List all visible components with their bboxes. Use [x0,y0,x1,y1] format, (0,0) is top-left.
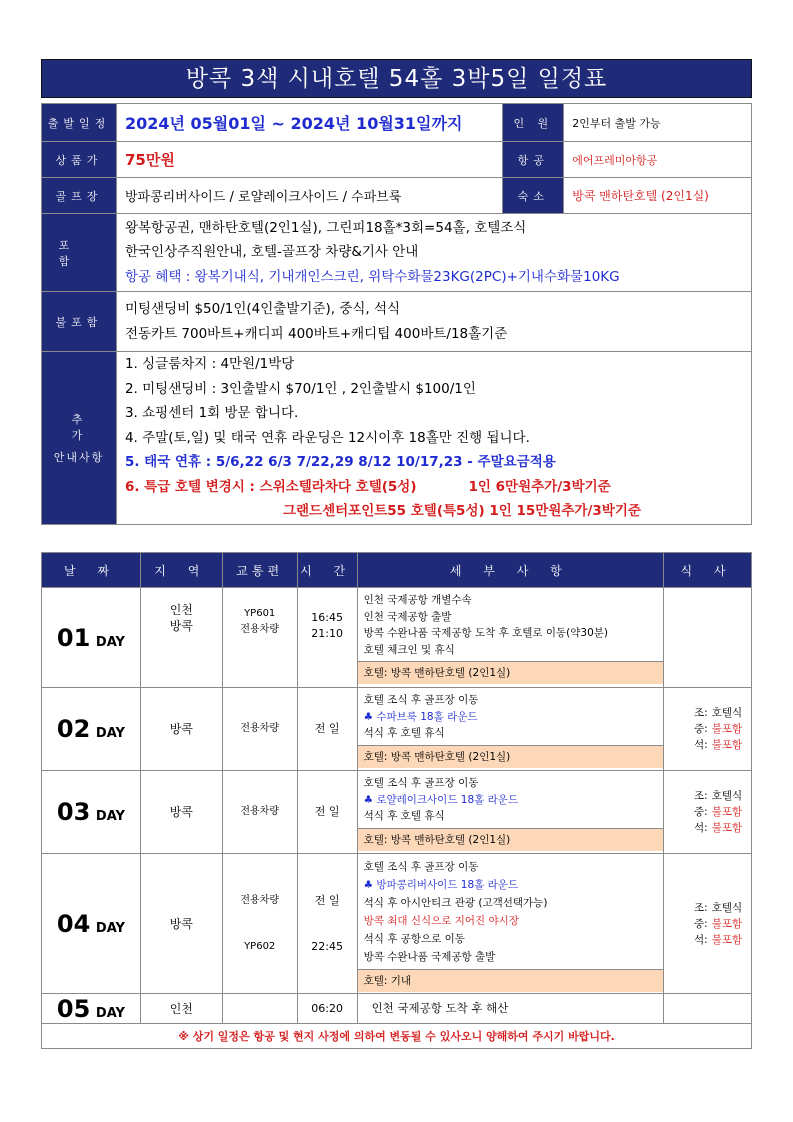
include-lines [116,214,751,292]
stay-value: 방콕 맨하탄호텔 (2인1실) [564,178,752,214]
meal-key: 조: [694,707,708,719]
time-cell [297,771,357,854]
schedule-body [42,588,752,1024]
detail-line: 호텔 조식 후 골프장 이동 [363,777,479,789]
transport: 전용차량 [240,806,279,817]
detail-line: 인천 국제공항 출발 [363,610,452,623]
meal-line [694,804,751,820]
day-number: 05 [56,994,91,1023]
meal-value: 불포함 [711,739,743,751]
include-line: 항공 혜택 : 왕복기내식, 기내개인스크린, 위탁수화물23KG(2PC)+기내수화물10KG [124,268,620,285]
detail-line: ♣ 수파브룩 18홀 라운드 [363,710,478,723]
transport-cell [222,588,297,688]
meal-value: 불포함 [711,723,743,735]
region-cell [140,588,222,688]
meal-key: 석: [694,822,708,834]
col-time: 시 간 [297,553,357,588]
transport: 전용차량 [240,723,279,734]
extra-line: 4. 주말(토,일) 및 태국 연휴 라운딩은 12시이후 18홀만 진행 됩니다. [124,429,530,446]
extra-line: 1. 싱글룸차지 : 4만원/1박당 [124,356,295,372]
time-cell [297,854,357,994]
details-cell [357,588,663,688]
extra-lines [116,352,751,525]
meal-line [694,788,751,804]
day-cell [42,854,141,994]
meal-cell [664,854,752,994]
time: 22:45 [311,939,343,953]
detail-line: 방콕 수완나품 국제공항 출발 [363,951,496,963]
meal-line [694,916,751,932]
region: 방콕 [169,619,193,633]
air-value: 에어프레미아항공 [564,142,752,178]
region-cell [140,688,222,771]
detail-line: 호텔 조식 후 골프장 이동 [363,861,479,873]
exclude-line: 전동카트 700바트+캐디피 400바트+캐디팁 400바트/18홀기준 [124,325,508,342]
day-number: 01 [56,623,91,652]
air-label: 항공 [503,142,564,178]
meal-value: 불포함 [711,822,743,834]
region-cell [140,854,222,994]
meal-key: 석: [694,739,708,751]
region: 방콕 [169,805,193,819]
detail-line: 석식 후 호텔 휴식 [363,727,445,739]
depart-label: 출발일정 [42,104,117,142]
extra-line-6b: 그랜드센터포인트55 호텔(특5성) 1인 15만원추가/3박기준 [282,503,641,519]
meal-key: 조: [694,901,708,914]
golf-label: 골프장 [42,178,117,214]
meal-line [694,737,751,753]
transport-cell [222,688,297,771]
extra-line-6 [125,475,751,500]
hotel-row: 호텔: 방콕 맨하탄호텔 (2인1실) [358,745,663,768]
day-cell [42,588,141,688]
extra-label-line2: 안내사항 [53,450,105,464]
day-number: 04 [56,909,91,938]
detail-line: 인천 국제공항 개별수속 [363,594,472,606]
extra-line: 5. 태국 연휴 : 5/6,22 6/3 7/22,29 8/12 10/17,23 - 주말요금적용 [124,454,556,470]
day-suffix: DAY [95,920,125,936]
transport-cell [222,771,297,854]
details-cell [357,994,663,1024]
stay-label: 숙소 [503,178,564,214]
extra-6-price: 1인 6만원추가/3박기준 [468,478,611,495]
meal-value: 호텔식 [711,901,743,914]
meal-line [694,820,751,836]
col-details: 세 부 사 항 [357,553,663,588]
price-value: 75만원 [116,142,502,178]
people-label: 인 원 [503,104,564,142]
transport: YP602 [244,940,276,952]
meal-value: 불포함 [711,933,743,946]
region: 방콕 [169,916,193,931]
meal-key: 중: [694,723,708,735]
time: 전 일 [314,805,340,818]
transport-cell [222,994,297,1024]
detail-line: ♣ 로얄레이크사이드 18홀 라운드 [363,793,519,806]
golf-value: 방파콩리버사이드 / 로얄레이크사이드 / 수파브룩 [116,178,502,214]
time: 전 일 [314,893,340,907]
meal-cell [664,588,752,688]
time: 21:10 [311,627,343,640]
day-suffix: DAY [95,1005,125,1021]
transport: 전용차량 [240,624,279,635]
details-cell [357,771,663,854]
meal-value: 불포함 [711,806,743,818]
price-label: 상품가 [42,142,117,178]
day-suffix: DAY [95,726,125,741]
region-cell [140,771,222,854]
region: 방콕 [169,722,193,736]
schedule-row [42,771,752,854]
details-cell [357,854,663,994]
day-cell [42,688,141,771]
transport: YP601 [244,608,276,619]
time: 06:20 [311,1001,343,1015]
hotel-row: 호텔: 방콕 맨하탄호텔 (2인1실) [358,828,663,851]
meal-line [694,721,751,737]
extra-label-line1: 추 가 [71,412,107,442]
time-cell [297,994,357,1024]
meal-value: 호텔식 [711,707,743,719]
extra-line: 3. 쇼핑센터 1회 방문 합니다. [124,405,299,421]
detail-line: 석식 후 호텔 휴식 [363,810,445,822]
detail-line: 석식 후 아시안티크 관광 (고객선택가능) [363,897,548,909]
extra-6-hotel: 6. 특급 호텔 변경시 : 스위소텔라차다 호텔(5성) [124,478,417,495]
time: 전 일 [314,722,340,735]
transport-cell [222,854,297,994]
detail-line: 인천 국제공항 도착 후 해산 [371,1001,509,1016]
region: 인천 [169,603,193,617]
meal-line [694,705,751,721]
region-cell [140,994,222,1024]
schedule-row [42,854,752,994]
detail-line: 방콕 최대 신식으로 지어진 야시장 [363,915,519,927]
include-label: 포 함 [42,214,117,292]
meal-cell [664,771,752,854]
page-title: 방콕 3색 시내호텔 54홀 3박5일 일정표 [41,59,752,98]
include-line: 왕복항공권, 맨하탄호텔(2인1실), 그린피18홀*3회=54홀, 호텔조식 [124,219,527,236]
transport: 전용차량 [240,894,279,906]
time-cell [297,688,357,771]
detail-line: ♣ 방파콩리버사이드 18홀 라운드 [363,879,519,891]
meal-line [694,932,751,948]
hotel-row: 호텔: 방콕 맨하탄호텔 (2인1실) [358,661,663,684]
extra-label [42,352,117,525]
col-region: 지 역 [140,553,222,588]
exclude-lines [116,292,751,352]
include-line: 한국인상주직원안내, 호텔-골프장 차량&기사 안내 [124,244,419,261]
schedule-note: ※ 상기 일정은 항공 및 현지 사정에 의하여 변동될 수 있사오니 양해하여 주시기 바랍니다. [42,1024,752,1049]
day-cell [42,994,141,1024]
meal-cell [664,994,752,1024]
time-cell [297,588,357,688]
details-cell [357,688,663,771]
people-value: 2인부터 출발 가능 [564,104,752,142]
detail-line: 호텔 체크인 및 휴식 [363,643,455,656]
col-meal: 식 사 [664,553,752,588]
meal-key: 조: [694,790,708,802]
day-number: 02 [56,715,91,743]
col-date: 날 짜 [42,553,141,588]
meal-key: 중: [694,806,708,818]
depart-value: 2024년 05월01일 ~ 2024년 10월31일까지 [116,104,502,142]
detail-line: 석식 후 공항으로 이동 [363,933,465,945]
exclude-line: 미팅샌딩비 $50/1인(4인출발기준), 중식, 석식 [124,301,401,317]
day-cell [42,771,141,854]
time: 16:45 [311,611,343,624]
meal-value: 호텔식 [711,790,743,802]
schedule-row [42,588,752,688]
schedule-table [41,552,752,1049]
meal-key: 중: [694,917,708,930]
meal-line [694,900,751,916]
region: 인천 [169,1001,193,1016]
meal-key: 석: [694,933,708,946]
day-number: 03 [56,798,91,826]
day-suffix: DAY [95,634,125,650]
meal-value: 불포함 [711,917,743,930]
detail-line: 호텔 조식 후 골프장 이동 [363,694,479,706]
hotel-row: 호텔: 기내 [358,969,663,992]
col-transport: 교통편 [222,553,297,588]
exclude-label: 불포함 [42,292,117,352]
schedule-row [42,688,752,771]
detail-line: 방콕 수완나품 국제공항 도착 후 호텔로 이동(약30분) [363,627,609,639]
day-suffix: DAY [95,809,125,824]
info-table [41,103,752,525]
schedule-row [42,994,752,1024]
extra-line: 2. 미팅샌딩비 : 3인출발시 $70/1인 , 2인출발시 $100/1인 [124,380,476,397]
meal-cell [664,688,752,771]
